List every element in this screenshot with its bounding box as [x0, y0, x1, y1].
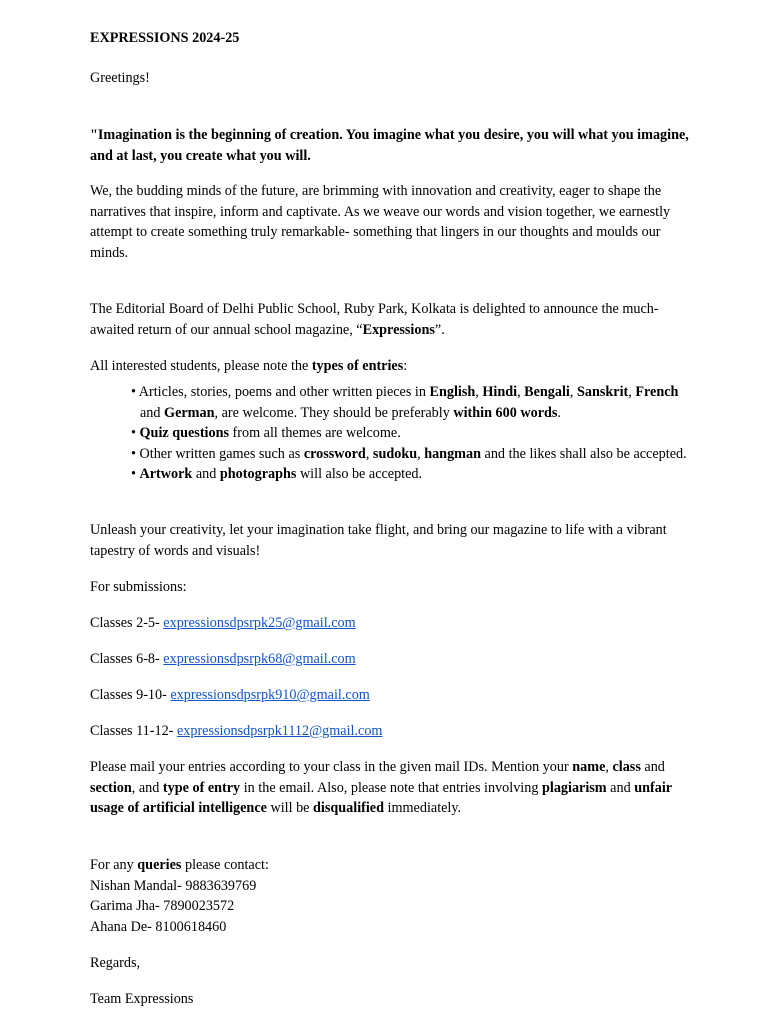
- announcement-paragraph: The Editorial Board of Delhi Public School, Ruby Park, Kolkata is delighted to announce the much-awaited return of our annual school magazine, “Expressions”.: [90, 301, 659, 338]
- entries-intro: All interested students, please note the types of entries:: [90, 358, 408, 374]
- contact-entry: Ahana De- 8100618460: [90, 918, 227, 935]
- contact-block: [90, 855, 690, 937]
- opening-quote: "Imagination is the beginning of creation. You imagine what you desire, you will what you imagine, and at last, you create what you will.: [90, 127, 689, 164]
- contact-entry: Nishan Mandal- 9883639769: [90, 877, 257, 894]
- document-title: EXPRESSIONS 2024-25: [90, 30, 240, 46]
- email-link-classes-6-8[interactable]: expressionsdpsrpk68@gmail.com: [163, 651, 356, 667]
- email-link-classes-11-12[interactable]: expressionsdpsrpk1112@gmail.com: [176, 723, 383, 739]
- instructions-paragraph: Please mail your entries according to your class in the given mail IDs. Mention your name, class and section, and type of entry in the email. Also, please note that entries involving plagiarism and unfair usage of artificial intelligence will be disqualified immediately.: [90, 759, 672, 816]
- contact-entry: Garima Jha- 7890023572: [90, 898, 235, 914]
- email-link-classes-2-5[interactable]: expressionsdpsrpk25@gmail.com: [163, 615, 356, 631]
- queries-line: For any queries please contact:: [90, 857, 269, 873]
- signature: Team Expressions: [90, 991, 194, 1007]
- closing-regards: Regards,: [90, 955, 141, 971]
- list-item-quiz: • Quiz questions from all themes are welcome.: [131, 425, 401, 441]
- list-item-written-pieces: • Articles, stories, poems and other written pieces in English, Hindi, Bengali, Sanskrit, French and German, are welcome. They should be preferably within 600 words.: [131, 384, 679, 421]
- unleash-paragraph: Unleash your creativity, let your imagination take flight, and bring our magazine to life with a vibrant tapestry of words and visuals!: [90, 522, 667, 559]
- list-item-games: • Other written games such as crossword, sudoku, hangman and the likes shall also be accepted.: [131, 445, 687, 462]
- submissions-label: For submissions:: [90, 579, 187, 595]
- intro-paragraph: We, the budding minds of the future, are brimming with innovation and creativity, eager to shape the narratives that inspire, inform and captivate. As we weave our words and vision together, we earnestly attempt to create something truly remarkable- something that lingers in our thoughts and moulds our minds.: [90, 183, 671, 261]
- email-line-classes-11-12: Classes 11-12- expressionsdpsrpk1112@gmail.com: [90, 723, 383, 739]
- greeting: Greetings!: [90, 70, 150, 86]
- list-item-artwork: • Artwork and photographs will also be accepted.: [131, 466, 423, 482]
- email-line-classes-6-8: Classes 6-8- expressionsdpsrpk68@gmail.com: [90, 651, 356, 667]
- email-line-classes-2-5: Classes 2-5- expressionsdpsrpk25@gmail.com: [90, 615, 356, 631]
- email-link-classes-9-10[interactable]: expressionsdpsrpk910@gmail.com: [170, 687, 370, 703]
- email-line-classes-9-10: Classes 9-10- expressionsdpsrpk910@gmail.com: [90, 687, 370, 703]
- magazine-name: Expressions: [362, 321, 435, 338]
- entry-types-list: [124, 382, 690, 485]
